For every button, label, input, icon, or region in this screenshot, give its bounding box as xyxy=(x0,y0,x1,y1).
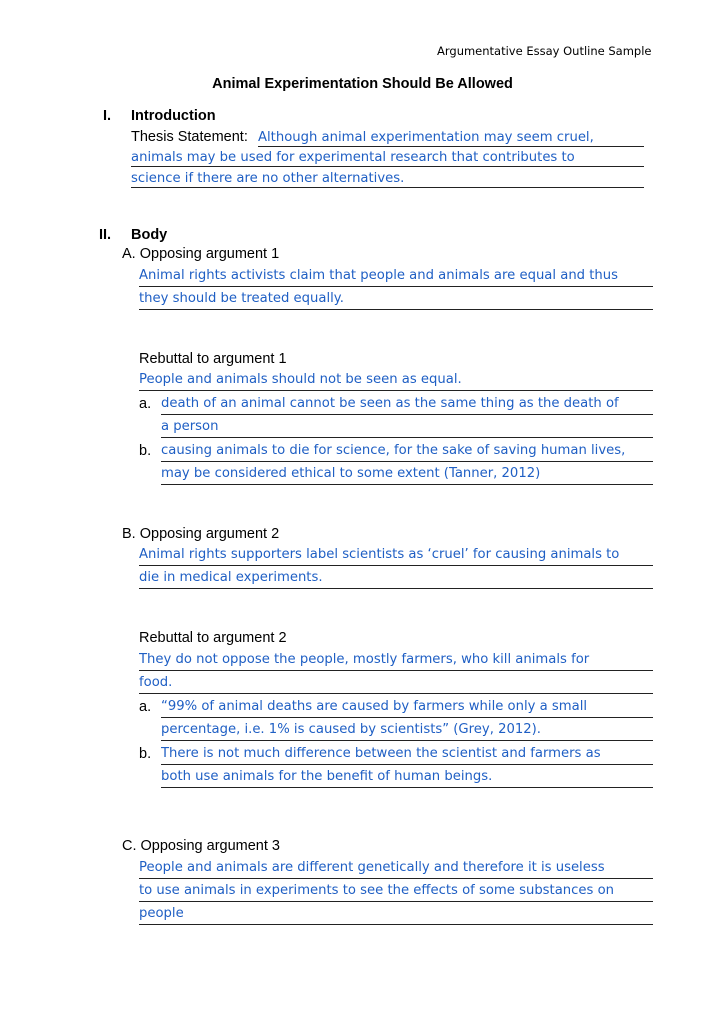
opposing-argument-1-line-1: Animal rights activists claim that people and animals are equal and thus xyxy=(139,268,653,287)
rebuttal-2-point-b-line-1: There is not much difference between the scientist and farmers as xyxy=(161,746,653,765)
thesis-underline-3 xyxy=(131,187,644,188)
rebuttal-1-point-b-marker: b. xyxy=(139,443,152,459)
rebuttal-1-line-1: People and animals should not be seen as equal. xyxy=(139,372,653,391)
opposing-argument-2-line-1: Animal rights supporters label scientists as ‘cruel’ for causing animals to xyxy=(139,547,653,566)
rebuttal-1-point-b-line-2: may be considered ethical to some extent (Tanner, 2012) xyxy=(161,466,653,485)
rebuttal-1-label: Rebuttal to argument 1 xyxy=(139,351,287,367)
thesis-text-line-1: Although animal experimentation may seem cruel, xyxy=(258,130,594,145)
page-title: Animal Experimentation Should Be Allowed xyxy=(212,76,513,92)
opposing-argument-3-line-3: people xyxy=(139,906,653,925)
opposing-argument-3-label: C. Opposing argument 3 xyxy=(122,838,280,854)
section-heading-introduction: Introduction xyxy=(131,108,216,124)
thesis-text-line-3: science if there are no other alternatives. xyxy=(131,171,405,186)
section-heading-body: Body xyxy=(131,227,168,243)
thesis-text-line-2: animals may be used for experimental research that contributes to xyxy=(131,150,575,165)
opposing-argument-1-label: A. Opposing argument 1 xyxy=(122,246,280,262)
rebuttal-2-point-b-marker: b. xyxy=(139,746,152,762)
rebuttal-2-line-2: food. xyxy=(139,675,653,694)
thesis-underline-1 xyxy=(258,146,644,147)
rebuttal-1-point-a-marker: a. xyxy=(139,396,152,412)
rebuttal-2-line-1: They do not oppose the people, mostly farmers, who kill animals for xyxy=(139,652,653,671)
opposing-argument-1-line-2: they should be treated equally. xyxy=(139,291,653,310)
thesis-underline-2 xyxy=(131,166,644,167)
rebuttal-2-point-a-line-1: “99% of animal deaths are caused by farmers while only a small xyxy=(161,699,653,718)
opposing-argument-3-line-2: to use animals in experiments to see the effects of some substances on xyxy=(139,883,653,902)
running-header: Argumentative Essay Outline Sample xyxy=(437,44,652,58)
rebuttal-2-point-b-line-2: both use animals for the benefit of human beings. xyxy=(161,769,653,788)
rebuttal-2-label: Rebuttal to argument 2 xyxy=(139,630,287,646)
rebuttal-1-point-a-line-1: death of an animal cannot be seen as the same thing as the death of xyxy=(161,396,653,415)
opposing-argument-3-line-1: People and animals are different genetically and therefore it is useless xyxy=(139,860,653,879)
opposing-argument-2-line-2: die in medical experiments. xyxy=(139,570,653,589)
section-numeral-introduction: I. xyxy=(103,108,112,124)
thesis-label: Thesis Statement: xyxy=(131,129,248,145)
opposing-argument-2-label: B. Opposing argument 2 xyxy=(122,526,280,542)
rebuttal-1-point-b-line-1: causing animals to die for science, for the sake of saving human lives, xyxy=(161,443,653,462)
section-numeral-body: II. xyxy=(99,227,112,243)
rebuttal-2-point-a-marker: a. xyxy=(139,699,152,715)
rebuttal-2-point-a-line-2: percentage, i.e. 1% is caused by scientists” (Grey, 2012). xyxy=(161,722,653,741)
rebuttal-1-point-a-line-2: a person xyxy=(161,419,653,438)
